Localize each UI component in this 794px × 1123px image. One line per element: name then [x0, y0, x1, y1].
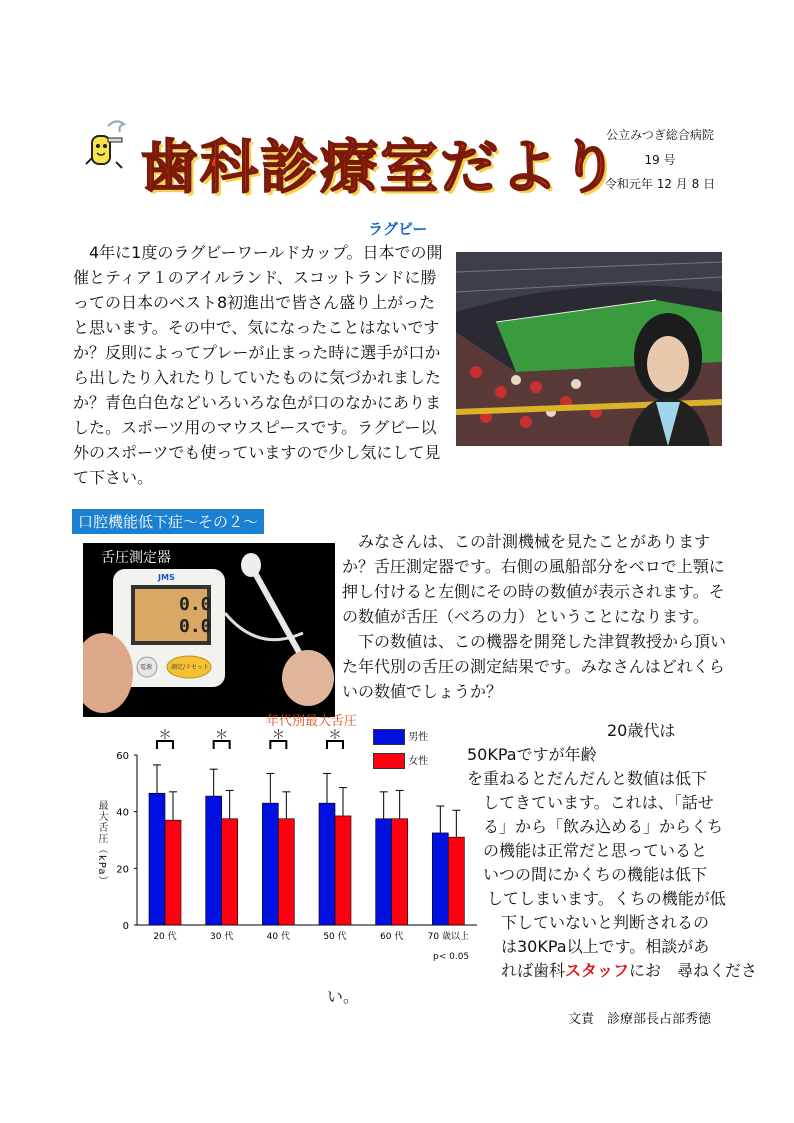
legend-swatch: [373, 753, 405, 769]
bar-male: [149, 793, 165, 925]
bar-chart: [110, 725, 490, 970]
bar-male: [432, 833, 448, 925]
device-display-max: 0.0: [179, 594, 212, 615]
side-text-line: 50KPaですが年齢: [467, 745, 597, 764]
section-heading: 口腔機能低下症～その２～: [72, 509, 264, 534]
bar-female: [222, 819, 238, 925]
significance-star: ＊: [328, 728, 342, 743]
rugby-heading: ラグビー: [368, 220, 428, 238]
chart-ylabel: 最大舌圧（kPa）: [96, 800, 107, 887]
x-tick-label: 40 代: [266, 932, 290, 942]
side-text-line: してしまいます。くちの機能が低: [487, 889, 726, 908]
text-line: 催とティア１のアイルランド、スコットランドに勝: [73, 268, 437, 287]
text-line: て下さい。: [73, 468, 154, 487]
device-caption: 舌圧測定器: [101, 550, 171, 566]
page-title: 歯科診療室だより: [140, 133, 621, 201]
text-span: れば歯科: [501, 961, 566, 980]
bar-female: [448, 837, 464, 925]
side-text-line: を重ねるとだんだんと数値は低下: [467, 769, 708, 788]
text-line: の数値が舌圧（べろの力）ということになります。: [342, 607, 709, 626]
stadium-photo: [456, 252, 722, 446]
author-credit: 文責 診療部長占部秀徳: [568, 1012, 712, 1027]
side-text-line: 下していないと判断されるの: [501, 913, 710, 932]
side-text-line: は30KPa以上です。相談があ: [501, 937, 710, 956]
text-line: か？舌圧測定器です。右側の風船部分をベロで上顎に: [342, 557, 725, 576]
device-measure-button: 測定/リセット: [171, 664, 209, 671]
y-tick-label: 0: [122, 921, 129, 932]
text-line: た年代別の舌圧の測定結果です。みなさんはどれくら: [342, 657, 725, 676]
section-paragraph: [342, 529, 732, 704]
side-text-line: いつの間にかくちの機能は低下: [483, 865, 708, 884]
bar-male: [262, 803, 278, 925]
legend-label: 男性: [408, 732, 429, 743]
bar-female: [278, 819, 294, 925]
x-tick-label: 60 代: [380, 932, 404, 942]
side-text-line: る」から「飲み込める」からくち: [483, 817, 724, 836]
significance-star: ＊: [271, 728, 285, 743]
side-text-line: 20歳代は: [607, 721, 676, 740]
text-line: か？反則によってプレーが止まった時に選手が口か: [73, 343, 441, 362]
y-tick-label: 60: [116, 751, 129, 762]
legend-item-male: [373, 728, 428, 752]
x-tick-label: 30 代: [210, 932, 234, 942]
mascot-logo: [78, 118, 130, 174]
side-text-line: [501, 958, 757, 983]
device-display-avg: 0.0: [179, 616, 212, 637]
rugby-paragraph: [73, 240, 453, 490]
text-line: 4年に1度のラグビーワールドカップ。日本での開: [73, 243, 443, 262]
device-power-button: 電源: [140, 664, 153, 671]
chart-title: 年代別最大舌圧: [266, 714, 358, 729]
y-tick-label: 20: [116, 864, 129, 876]
legend-swatch: [373, 729, 405, 745]
x-tick-label: 20 代: [153, 932, 177, 942]
legend-label: 女性: [408, 756, 429, 767]
side-text-line: い。: [327, 987, 360, 1006]
bar-female: [392, 819, 408, 925]
bar-male: [376, 819, 392, 925]
issue-number: 19 号: [644, 153, 676, 167]
bar-male: [206, 796, 222, 925]
text-span: にお 尋ねくださ: [629, 961, 758, 980]
hospital-name: 公立みつぎ総合病院: [606, 128, 714, 142]
bar-male: [319, 803, 335, 925]
text-line: っての日本のベスト8初進出で皆さん盛り上がった: [73, 293, 436, 312]
text-line: か？青色白色などいろいろな色が口のなかにありま: [73, 393, 442, 412]
significance-star: ＊: [158, 728, 172, 743]
side-text-line: してきています。これは、「話せ: [483, 793, 714, 812]
x-tick-label: 50 代: [323, 932, 347, 942]
y-tick-label: 40: [116, 807, 129, 819]
x-tick-label: 70 歳以上: [427, 932, 469, 942]
issue-date: 令和元年 12 月 8 日: [604, 177, 716, 191]
side-text-line: の機能は正常だと思っていると: [483, 841, 708, 860]
text-line: いの数値でしょうか？: [342, 682, 503, 701]
text-line: と思います。その中で、気になったことはないです: [73, 318, 440, 337]
significance-note: p< 0.05: [433, 952, 470, 962]
text-line: 下の数値は、この機器を開発した津賀教授から頂い: [342, 632, 727, 651]
legend-item-female: [373, 752, 428, 776]
staff-highlight: スタッフ: [565, 961, 630, 980]
significance-star: ＊: [215, 728, 229, 743]
tongue-pressure-device-photo: [83, 543, 335, 717]
text-line: 押し付けると左側にその時の数値が表示されます。そ: [342, 582, 725, 601]
text-line: ら出したり入れたりしていたものに気づかれました: [73, 368, 442, 387]
bar-female: [165, 820, 181, 925]
device-brand: JMS: [158, 573, 175, 582]
bar-female: [335, 816, 351, 925]
text-line: した。スポーツ用のマウスピースです。ラグビー以: [73, 418, 437, 437]
text-line: 外のスポーツでも使っていますので少し気にして見: [73, 443, 441, 462]
chart-legend: [373, 728, 428, 776]
text-line: みなさんは、この計測機械を見たことがあります: [342, 532, 711, 551]
